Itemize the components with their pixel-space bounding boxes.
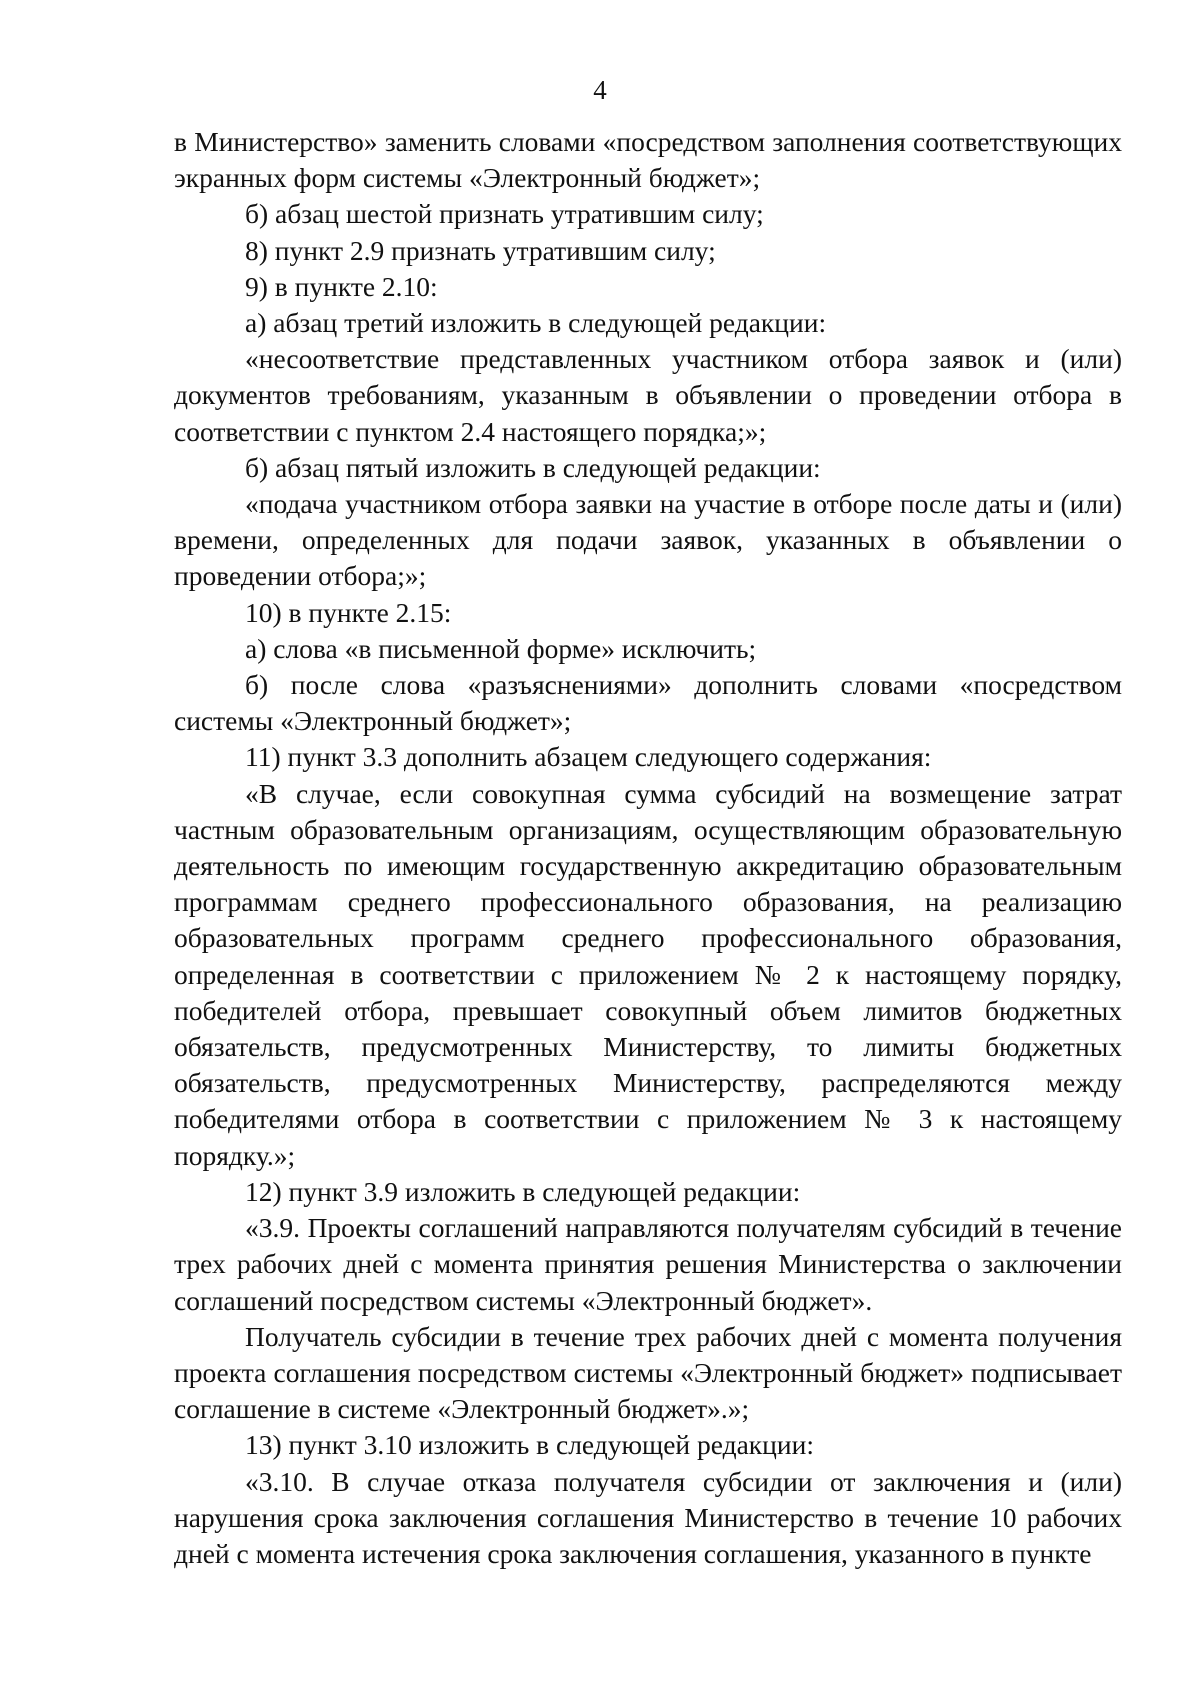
paragraph-item-9: 9) в пункте 2.10:: [245, 270, 438, 302]
paragraph-item-12: 12) пункт 3.9 изложить в следующей редакции:: [245, 1175, 801, 1207]
paragraph-item-9a: а) абзац третий изложить в следующей редакции:: [245, 307, 827, 339]
paragraph-item-10: 10) в пункте 2.15:: [245, 596, 452, 628]
paragraph-item-13: 13) пункт 3.10 изложить в следующей редакции:: [245, 1429, 814, 1461]
paragraph-item-8: 8) пункт 2.9 признать утратившим силу;: [245, 234, 716, 266]
paragraph-continuation: в Министерство» заменить словами «посредством заполнения соответствующих экранных форм системы «Электронный бюджет»;: [174, 126, 1122, 194]
document-body: [174, 124, 1122, 1572]
paragraph-item-7b: б) абзац шестой признать утратившим силу;: [245, 198, 764, 230]
paragraph-item-9b: б) абзац пятый изложить в следующей редакции:: [245, 451, 821, 483]
paragraph-item-10a: а) слова «в письменной форме» исключить;: [245, 632, 757, 664]
paragraph-quote-9a: «несоответствие представленных участником отбора заявок и (или) документов требованиям, указанным в объявлении о проведении отбора в соответствии с пунктом 2.4 настоящего порядка;»;: [174, 343, 1122, 447]
paragraph-quote-9b: «подача участником отбора заявки на участие в отборе после даты и (или) времени, определенных для подачи заявок, указанных в объявлении о проведении отбора;»;: [174, 488, 1122, 592]
paragraph-item-10b: б) после слова «разъяснениями» дополнить словами «посредством системы «Электронный бюджет»;: [174, 669, 1122, 737]
page-number: 4: [593, 75, 607, 105]
paragraph-quote-12-part2: Получатель субсидии в течение трех рабочих дней с момента получения проекта соглашения посредством системы «Электронный бюджет» подписывает соглашение в системе «Электронный бюджет».»;: [174, 1320, 1122, 1425]
paragraph-quote-13: «3.10. В случае отказа получателя субсидии от заключения и (или) нарушения срока заключения соглашения Министерство в течение 10 рабочих дней с момента истечения срока заключения соглашения, указанного в пункте: [174, 1465, 1122, 1569]
paragraph-item-11: 11) пункт 3.3 дополнить абзацем следующего содержания:: [245, 741, 932, 773]
paragraph-quote-12-part1: «3.9. Проекты соглашений направляются получателям субсидий в течение трех рабочих дней с момента принятия решения Министерства о заключении соглашений посредством системы «Электронный бюджет».: [174, 1212, 1122, 1316]
paragraph-quote-11: «В случае, если совокупная сумма субсидий на возмещение затрат частным образовательным организациям, осуществляющим образовательную деятельность по имеющим государственную аккредитацию образовательным программам среднего профессионального образования, на реализацию образовательных программ среднего профессионального образования, определенная в соответствии с приложением № 2 к настоящему порядку, победителей отбора, превышает совокупный объем лимитов бюджетных обязательств, предусмотренных Министерству, то лимиты бюджетных обязательств, предусмотренных Министерству, распределяются между победителями отбора в соответствии с приложением № 3 к настоящему порядку.»;: [174, 777, 1122, 1171]
